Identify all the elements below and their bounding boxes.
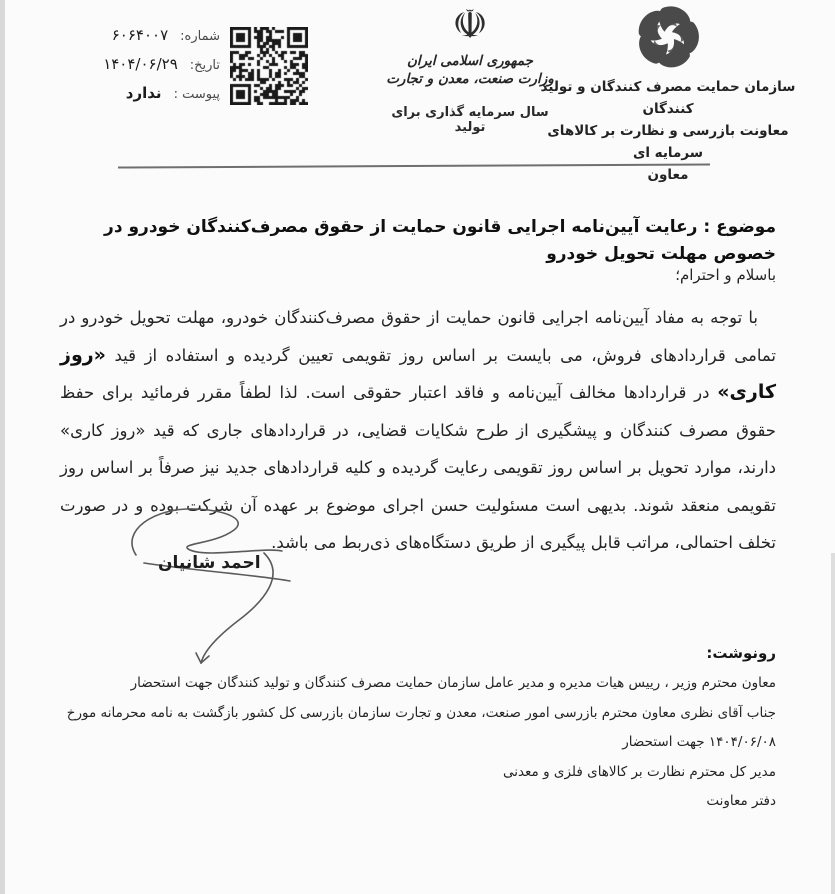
deputy-title: معاون	[647, 167, 689, 183]
copy-recipient-line: دفتر معاونت	[706, 793, 776, 809]
body-text-emphasis: «روز کاری»	[60, 343, 776, 403]
letter-number-label: شماره:	[180, 29, 220, 44]
letter-attachment-row	[55, 84, 220, 102]
copy-recipient-line: معاون محترم وزیر ، رییس هیات مدیره و مدیر عامل سازمان حمایت مصرف کنندگان و تولید کنندگان جهت استحضار	[130, 675, 776, 691]
ministry-header-block	[385, 2, 555, 135]
copy-recipient-line: مدیر کل محترم نظارت بر کالاهای فلزی و معدنی	[502, 763, 776, 780]
letter-attachment-value: ندارد	[125, 84, 162, 102]
letter-attachment-label: پیوست :	[173, 87, 220, 102]
body-text-before: با توجه به مفاد آیین‌نامه اجرایی قانون حمایت از حقوق مصرف‌کنندگان خودرو، مهلت تحویل خودرو در تمامی قراردادهای فروش، می بایست بر اساس روز تقویمی تعیین گردیده و استفاده از قید	[60, 308, 776, 365]
qr-code	[230, 27, 308, 105]
iran-emblem-icon: ☫	[452, 2, 488, 48]
letter-date-value: ۱۴۰۴/۰۶/۲۹	[103, 55, 178, 73]
country-name: جمهوری اسلامی ایران	[406, 53, 534, 69]
letter-number-value: ۶۰۶۴۰۰۷	[111, 26, 169, 44]
copies-title: رونوشت:	[706, 644, 776, 662]
letter-date-label: تاریخ:	[189, 58, 220, 73]
organization-name: سازمان حمایت مصرف کنندگان و تولید کنندگان	[540, 79, 796, 117]
letter-number-row	[55, 26, 220, 44]
signatory-name: احمد شانیان	[158, 553, 261, 573]
letter-subject: موضوع : رعایت آیین‌نامه اجرایی قانون حمایت از حقوق مصرف‌کنندگان خودرو در خصوص مهلت تحویل خودرو	[104, 217, 776, 264]
year-slogan: سال سرمایه گذاری برای تولید	[391, 105, 549, 135]
letter-meta-block	[55, 26, 220, 113]
copies-section	[60, 644, 776, 817]
ministry-name: وزارت صنعت، معدن و تجارت	[386, 71, 554, 87]
deputy-department-name: معاونت بازرسی و نظارت بر کالاهای سرمایه ای	[547, 123, 789, 161]
body-text-after: در قراردادها مخالف آیین‌نامه و فاقد اعتبار حقوقی است. لذا لطفاً مقرر فرمائید برای حفظ حقوق مصرف کنندگان و پیشگیری از طرح شکایات قضایی، در قراردادهای جاری که قید «روز کاری» دارند، موارد تحویل بر اساس روز تقویمی رعایت گردیده و کلیه قراردادهای جدید نیز صرفاً بر اساس روز تقویمی منعقد شوند. بدیهی است مسئولیت حسن اجرای موضوع بر عهده آن شرکت بوده و در صورت تخلف احتمالی، مراتب قابل پیگیری از طریق دستگاه‌های ذی‌ربط می باشد.	[60, 383, 776, 552]
organization-header-block	[538, 4, 798, 186]
copy-recipient-line: جناب آقای نظری معاون محترم بازرسی امور صنعت، معدن و تجارت سازمان بازرسی کل کشور بازگشت به نامه محرمانه مورخ ۱۴۰۴/۰۶/۰۸ جهت استحضار	[66, 704, 776, 750]
scan-left-edge	[0, 0, 5, 894]
organization-pinwheel-logo-icon	[631, 4, 705, 70]
scan-right-edge	[831, 553, 835, 894]
letter-salutation: باسلام و احترام؛	[675, 266, 776, 284]
letter-date-row	[55, 55, 220, 73]
